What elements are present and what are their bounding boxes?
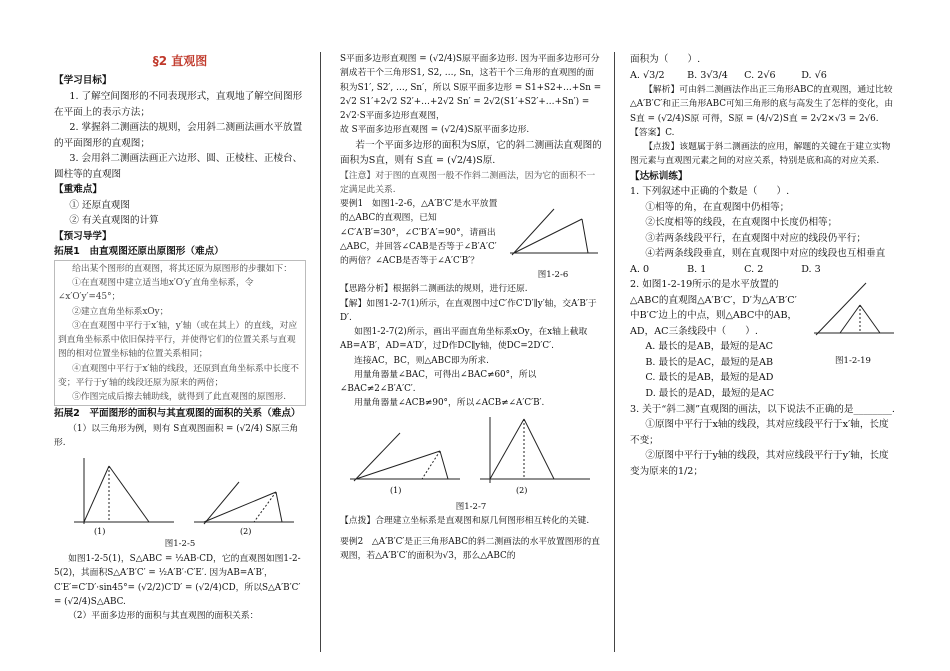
figure-caption: 图1-2-5 — [164, 539, 196, 550]
option: C. 2 — [744, 263, 764, 275]
question: 3. 关于“斜二测”直观图的画法，以下说法不正确的是________. — [630, 403, 895, 415]
column-left — [54, 52, 306, 623]
answer: 【答案】C. — [630, 127, 675, 138]
figure-sublabel: (1) — [94, 527, 106, 537]
figure-1-2-7 — [340, 413, 602, 499]
question-item: ①相等的角，在直观图中仍相等； — [645, 201, 790, 213]
figure-sublabel: (2) — [516, 485, 528, 495]
question-2-row — [630, 277, 898, 401]
figure-1-2-5 — [54, 452, 306, 536]
figure-svg — [810, 277, 896, 349]
example-2: 要例2 △A′B′C′是正三角形ABC的斜二测画法的水平放置图形的直观图，若△A′B′C′的面积为√3，那么△ABC的 — [340, 536, 600, 561]
solution-line: 用量角器量∠ACB≠90°，所以∠ACB≠∠A′C′B′. — [354, 398, 545, 409]
options-row — [630, 68, 898, 84]
goal-item: 3. 会用斜二测画法画正六边形、圆、正棱柱、正棱台、圆柱等的直观图 — [54, 153, 303, 180]
key-item: ② 有关直观图的计算 — [69, 215, 159, 227]
option: C. 2√6 — [744, 69, 776, 81]
step-line: ①在直观图中建立适当地x′O′y′直角坐标系，令∠x′O′y′=45°； — [58, 278, 254, 303]
column-middle — [340, 52, 602, 563]
option: A. 最长的是AB，最短的是AC — [645, 341, 773, 353]
question-item: ②原图中平行于y轴的线段，其对应线段平行于y′轴，长度变为原来的1/2； — [630, 450, 889, 477]
figure-svg — [340, 413, 602, 499]
figure-1-2-19 — [810, 277, 896, 401]
option: B. 3√3/4 — [687, 69, 728, 81]
subsection-heading: 拓展1 由直观图还原出原图形（难点） — [54, 246, 224, 258]
column-divider — [614, 52, 615, 652]
figure-1-2-6 — [504, 197, 602, 282]
page-title: §2 直观图 — [152, 54, 208, 68]
paragraph: 若一个平面多边形的面积为S原，它的斜二测画法直观图的面积为S直，则有 S直 = (√2/4)S原. — [340, 139, 602, 167]
tip: 【点拨】该题属于斜二测画法的应用，解题的关键在于建立实物图元素与直观图元素之间的对应关系，特别是底和高的对应关系. — [630, 142, 891, 167]
figure-sublabel: (2) — [240, 527, 252, 537]
question-end: 面积为（ ）. — [630, 54, 701, 65]
figure-svg — [504, 197, 602, 263]
steps-block — [54, 260, 306, 407]
section-heading: 【学习目标】 — [54, 75, 112, 87]
options-row — [630, 262, 898, 278]
option: D. 最长的是AD，最短的是AC — [645, 388, 775, 399]
question-item: ①原图中平行于x轴的线段，其对应线段平行于x′轴，长度不变； — [630, 419, 889, 446]
section-heading: 【达标训练】 — [630, 170, 688, 182]
column-divider — [320, 52, 321, 652]
paragraph: （2）平面多边形的面积与其直观图的面积关系： — [68, 611, 259, 622]
figure-caption: 图1-2-7 — [455, 501, 487, 512]
option: B. 1 — [687, 263, 707, 275]
paragraph: C′E′=C′D′·sin45°= (√2/2)C′D′ = (√2/4)CD，所以S△A′B′C′ = (√2/4)S△ABC. — [54, 582, 301, 607]
paragraph: 故 S平面多边形直观图 = (√2/4)S原平面多边形. — [340, 125, 530, 136]
figure-caption: 图1-2-19 — [835, 355, 871, 366]
paragraph: （1）以三角形为例，则有 S直观图面积 = (√2/4) S原三角形. — [54, 423, 299, 449]
figure-caption: 图1-2-6 — [537, 269, 569, 280]
paragraph: S平面多边形直观图 = (√2/4)S原平面多边形. 因为平面多边形可分割成若干个三角形S1, S2, …, Sn，这若干个三角形的直观图的面积为S1′, S2′, …, Sn′，所以 S原平面多边形 = S1+S2+…+Sn = 2√2 S1′+2√2 S2′+…+2√2 Sn′ = 2√2(S1′+S2′+…+Sn′) = 2√2·S平面多边形直观图， — [340, 54, 602, 121]
column-right — [630, 52, 898, 479]
step-line: ④直观图中平行于x′轴的线段，还原到直角坐标系中长度不变；平行于y′轴的线段还原为原来的两倍； — [58, 363, 299, 388]
question-item: ④若两条线段垂直，则在直观图中对应的线段也互相垂直 — [645, 248, 886, 260]
section-heading: 【重难点】 — [54, 184, 102, 196]
solution-line: 【解】如图1-2-7(1)所示，在直观图中过C′作C′D′∥y′轴，交A′B′于D′. — [340, 298, 597, 323]
example-1-row — [340, 197, 602, 282]
analysis: 【解析】可由斜二测画法作出正三角形ABC的直观图，通过比较△A′B′C′和正三角形ABC可知三角形的底与高发生了怎样的变化，由S直 = (√2/4)S原 可得，S原 = (4/√2)S直 = 2√2×√3 = 2√6. — [630, 85, 894, 124]
question-item: ②长度相等的线段，在直观图中长度仍相等； — [645, 217, 838, 229]
paragraph: 如图1-2-5(1)，S△ABC = ½AB·CD，它的直观图如图1-2-5(2)，其面积S△A′B′C′ = ½A′B′·C′E′. 因为AB=A′B′， — [54, 554, 301, 579]
option: D. 3 — [801, 263, 821, 275]
note: 【注意】对于图的直观图一般不作斜二测画法，因为它的面积不一定满足此关系. — [340, 170, 596, 195]
option: D. √6 — [801, 69, 827, 81]
subsection-heading: 拓展2 平面图形的面积与其直观图的面积的关系（难点） — [54, 408, 301, 420]
option: A. √3/2 — [630, 69, 665, 81]
step-line: ③在直观图中平行于x′轴，y′轴（或在其上）的直线，对应到直角坐标系中依旧保持平行，并使得它们的位置关系与直观图的相对位置坐标轴的位置关系相同； — [58, 320, 298, 360]
section-heading: 【预习导学】 — [54, 230, 112, 242]
step-line: ⑤作图完成后擦去辅助线，就得到了此直观图的原图形. — [72, 392, 287, 403]
goal-item: 1. 了解空间图形的不同表现形式，直观地了解空间图形在平面上的表示方法； — [54, 90, 303, 118]
option: C. 最长的是AB，最短的是AD — [645, 372, 774, 384]
solution-line: 连接AC，BC，则△ABC即为所求. — [354, 355, 489, 366]
figure-svg — [54, 452, 306, 536]
example-1: 要例1 如图1-2-6，△A′B′C′是水平放置的△ABC的直观图，已知∠C′A′B′=30°，∠C′B′A′=90°，请画出△ABC，并回答∠CAB是否等于∠B′A′C′的两倍？∠ACB是否等于∠A′C′B′？ — [340, 199, 498, 267]
solution-line: 用量角器量∠BAC，可得出∠BAC≠60°，所以∠BAC≠2∠B′A′C′. — [340, 369, 537, 395]
step-line: 给出某个图形的直观图，将其还原为原图形的步骤如下： — [72, 263, 293, 274]
step-line: ②建立直角坐标系xOy； — [72, 306, 169, 317]
solution-line: 如图1-2-7(2)所示，画出平面直角坐标系xOy，在x轴上截取AB=A′B′，AD=A′D′，过D作DC∥y轴，使DC=2D′C′. — [340, 327, 588, 352]
idea: 【思路分析】根据斜二测画法的规则，进行还原. — [340, 284, 528, 295]
question: 1. 下列叙述中正确的个数是（ ）. — [630, 186, 790, 198]
question: 2. 如图1-2-19所示的是水平放置的△ABC的直观图△A′B′C′，D′为△A′B′C′中B′C′边上的中点，则△ABC中的AB，AD，AC三条线段中（ ）. — [630, 279, 798, 337]
question-2-block — [630, 277, 806, 401]
key-item: ① 还原直观图 — [69, 199, 130, 211]
option: A. 0 — [630, 263, 650, 275]
tip: 【点拨】合理建立坐标系是直观图和原几何图形相互转化的关键. — [340, 516, 590, 527]
option: B. 最长的是AC，最短的是AB — [645, 356, 774, 368]
question-item: ③若两条线段平行，在直观图中对应的线段仍平行； — [645, 232, 867, 244]
goal-item: 2. 掌握斜二测画法的规则，会用斜二测画法画水平放置的平面图形的直观图； — [54, 122, 303, 149]
figure-sublabel: (1) — [390, 485, 402, 495]
